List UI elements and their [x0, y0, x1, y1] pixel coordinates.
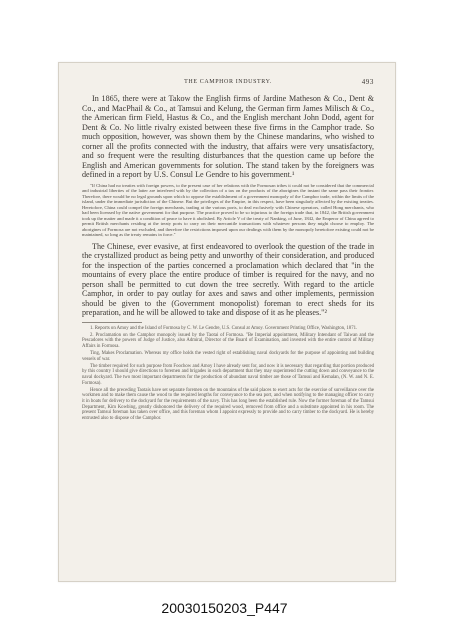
footnotes	[82, 326, 374, 422]
body-text	[82, 94, 374, 318]
footnote: Hence all the preceding Taotais have set separate foremen on the mountains of the said places to exert acts for the exercise of surveillance over the workmen and to make them cause the wood to the required lengths for conveyance to the sea port, and when notifying to the managing officer to carry it in boats for delivery to the dockyard for the requirements of the navy. This has long been the established rule. Now the former foreman of the Tamsui Department, Kim Kowbing, greatly dishonored the delivery of the required wood, removed from office and a substitute appointed in his room. The present Tamsui foreman has taken over office, and this foreman whom I appoint expressly to provide and to carry timber to the dockyard. He is hereby entrusted also to dispose of the Camphor.	[82, 387, 374, 421]
quote-text: "If China had no treaties with foreign powers, to the present case of her relations with the Formosan tribes it could not be considered that the commercial and industrial liberties of the latter are interfered with by the collection of a tax on the products of the aborigines the instant the same pass their frontier. Therefore, there would be no legal grounds upon which to oppose the establishment of a government monopoly of the Camphor trade, within the limits of the island, under the immediate jurisdiction of the Chinese. But the privileges of the Empire, in this respect, have been singularly affected by the existing treaties. Heretofore, China could compel the foreign merchants, trading at the various ports, to deal exclusively with Chinese operators, called Hong merchants, who had been licensed by the native government for that purpose. The practice proved to be so injurious to the foreign trade that, in 1842, the British government took up the matter and made it a condition of peace to have it abolished. By Article V of the treaty of Nanking, of June, 1842, the Emperor of China agreed to permit British merchants residing at the treaty ports to carry on their mercantile transactions with whatever persons they might choose to employ. The aborigines of Formosa are not excluded, and therefore the restrictions imposed upon our dealings with them by the monopoly heretofore existing could not be maintained, so long as the treaty remains in force."	[82, 182, 374, 237]
footnote-divider	[82, 322, 142, 323]
paragraph: In 1865, there were at Takow the English firms of Jardine Matheson & Co., Dent & Co., and MacPhail & Co., at Tamsui and Kelung, the German firm James Milisch & Co., the American firm Field, Hastus & Co., and the English merchant John Dodd, agent for Dent & Co. No little rivalry existed between these five firms in the Camphor trade. So much opposition, however, was shown them by the Chinese mandarins, who wished to corner all the profits connected with the industry, that affairs were very unsatisfactory, and so frequent were the resulting disturbances that the question came up before the English and American governments for solution. The stand taken by the foreigners was defined in a report by U.S. Consul Le Gendre to his government.¹	[82, 94, 374, 179]
page-number: 493	[361, 78, 374, 86]
footnote: Ting, Makes Proclamation. Whereas my office holds the vested right of establishing naval dockyards for the purpose of appointing and building vessels of war.	[82, 351, 374, 362]
paragraph: The Chinese, ever evasive, at first endeavored to overlook the question of the trade in the crystallized product as being petty and unworthy of their consideration, and produced for the inspection of the parties concerned a proclamation which declared that "in the mountains of every place the entire produce of timber is required for the navy, and no person shall be permitted to cut down the tree secretly. With regard to the article Camphor, in order to pay outlay for axes and saws and other implements, permission should be given to the (Government monopolist) foreman to erect sheds for its preparation, and he will be allowed to take and dispose of it as he pleases."²	[82, 241, 374, 317]
block-quote	[82, 183, 374, 238]
image-id-caption: 20030150203_P447	[161, 600, 288, 616]
scanned-page	[58, 62, 396, 582]
footnote: 1. Reports on Amoy and the Island of Formosa by C. W. Le Gendre, U.S. Consul at Amoy. Government Printing Office, Washington, 1871.	[90, 325, 358, 331]
running-header	[82, 77, 374, 91]
footnote: The timber required for such purpose from Foochow and Amoy I have already sent for, and now it is necessary that regarding that portion produced by this country I should give directions to foremen and brigades in each department that they may superintend the cutting down and conveyance to the naval dockyard. The two most important departments for the production of abundant naval timber are those of Tamsui and Kemalan, (N. W. and N. E. Formosa).	[82, 363, 374, 386]
page-content	[82, 77, 374, 423]
footnote: 2. Proclamation on the Camphor monopoly issued by the Taotai of Formosa. "Be Imperial appointment, Military Intendant of Taiwan and the Pescadores with the powers of Judge of Justice, also Admiral, Director of the Board of Examination, and invested with the entire control of Military Affairs in Formosa.	[82, 332, 374, 349]
running-head-title: THE CAMPHOR INDUSTRY.	[184, 79, 272, 85]
